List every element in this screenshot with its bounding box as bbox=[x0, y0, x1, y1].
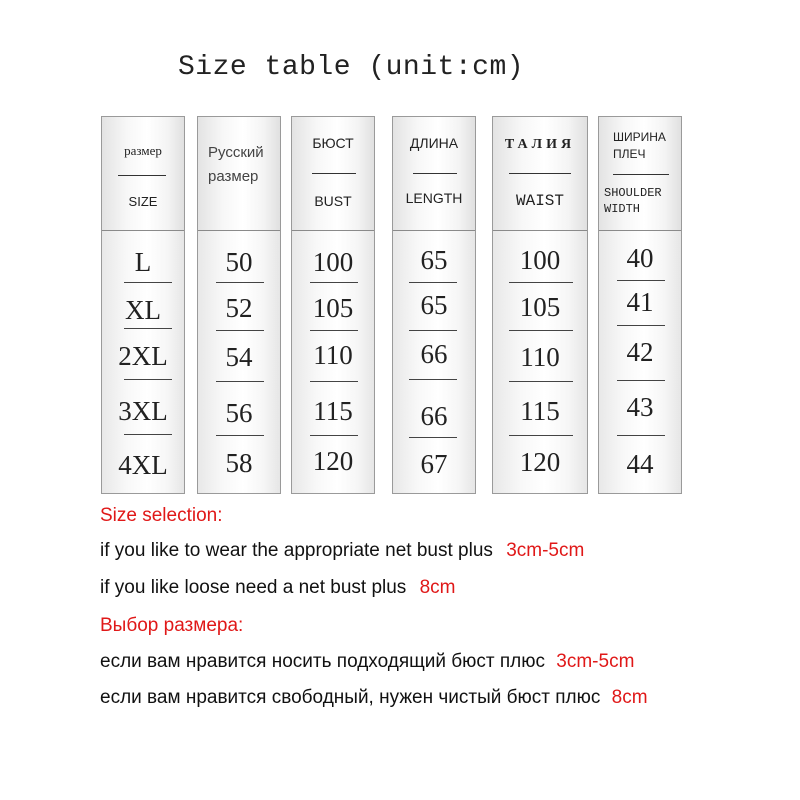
note-line bbox=[100, 577, 456, 599]
table-cell: 58 bbox=[225, 448, 253, 478]
table-cell: 120 bbox=[519, 447, 561, 477]
row-divider bbox=[409, 282, 457, 283]
row-divider bbox=[509, 330, 573, 331]
note-value: 3cm-5cm bbox=[556, 651, 635, 672]
header-ru: ТАЛИЯ bbox=[504, 137, 576, 152]
note-line bbox=[100, 687, 648, 709]
header-divider bbox=[312, 173, 356, 174]
row-divider bbox=[216, 282, 264, 283]
header-divider bbox=[118, 175, 166, 176]
header-en: BUST bbox=[314, 193, 352, 209]
row-divider bbox=[310, 435, 358, 436]
note-line bbox=[100, 651, 634, 673]
row-divider bbox=[509, 282, 573, 283]
table-cell: 3XL bbox=[118, 396, 168, 426]
table-cell: 100 bbox=[312, 247, 354, 277]
row-divider bbox=[617, 280, 665, 281]
column-header bbox=[599, 117, 681, 230]
row-divider bbox=[509, 435, 573, 436]
header-ru: Русский размер bbox=[208, 144, 264, 185]
table-cell: 115 bbox=[520, 396, 560, 426]
table-cell: 40 bbox=[626, 243, 654, 273]
header-ru: размер bbox=[124, 143, 162, 158]
table-cell: 105 bbox=[312, 293, 354, 323]
note-value: 3cm-5cm bbox=[506, 540, 585, 561]
column-size bbox=[101, 116, 185, 494]
row-divider bbox=[617, 435, 665, 436]
note-value: 8cm bbox=[419, 577, 456, 598]
size-selection-heading-ru: Выбор размера: bbox=[100, 615, 244, 636]
table-cell: 66 bbox=[420, 401, 448, 431]
column-russian-size bbox=[197, 116, 281, 494]
column-header bbox=[198, 117, 280, 230]
row-divider bbox=[409, 330, 457, 331]
column-values bbox=[599, 230, 681, 493]
row-divider bbox=[216, 381, 264, 382]
header-en: LENGTH bbox=[405, 190, 463, 206]
table-cell: 41 bbox=[626, 287, 654, 317]
header-en: WAIST bbox=[515, 192, 564, 210]
size-selection-heading: Size selection: bbox=[100, 505, 223, 526]
row-divider bbox=[310, 330, 358, 331]
header-divider bbox=[509, 173, 571, 174]
column-values bbox=[198, 230, 280, 493]
header-divider bbox=[613, 174, 669, 175]
column-header bbox=[292, 117, 374, 230]
table-cell: 50 bbox=[225, 247, 253, 277]
table-cell: 42 bbox=[626, 337, 654, 367]
table-cell: 43 bbox=[626, 392, 654, 422]
column-values bbox=[102, 230, 184, 493]
note-value: 8cm bbox=[611, 687, 648, 708]
table-cell: 66 bbox=[420, 339, 448, 369]
column-values bbox=[493, 230, 587, 493]
column-waist bbox=[492, 116, 588, 494]
note-text: if you like to wear the appropriate net bust plus bbox=[100, 540, 493, 561]
column-length bbox=[392, 116, 476, 494]
note-text: если вам нравится свободный, нужен чистый бюст плюс bbox=[100, 687, 601, 708]
row-divider bbox=[409, 437, 457, 438]
table-cell: 110 bbox=[520, 342, 560, 372]
row-divider bbox=[124, 328, 172, 329]
row-divider bbox=[310, 381, 358, 382]
row-divider bbox=[310, 282, 358, 283]
column-header bbox=[102, 117, 184, 230]
table-cell: 120 bbox=[312, 446, 354, 476]
header-ru: ДЛИНА bbox=[409, 135, 459, 151]
table-cell: 110 bbox=[313, 340, 353, 370]
note-line bbox=[100, 540, 584, 562]
table-cell: 105 bbox=[519, 292, 561, 322]
table-cell: XL bbox=[125, 295, 161, 325]
table-cell: 52 bbox=[225, 293, 253, 323]
table-cell: L bbox=[134, 247, 152, 277]
column-shoulder-width bbox=[598, 116, 682, 494]
row-divider bbox=[124, 434, 172, 435]
table-cell: 100 bbox=[519, 245, 561, 275]
row-divider bbox=[216, 330, 264, 331]
table-cell: 65 bbox=[420, 245, 448, 275]
table-cell: 4XL bbox=[118, 450, 168, 480]
table-cell: 2XL bbox=[118, 341, 168, 371]
header-en: SIZE bbox=[128, 194, 158, 209]
column-values bbox=[393, 230, 475, 493]
column-values bbox=[292, 230, 374, 493]
column-bust bbox=[291, 116, 375, 494]
row-divider bbox=[509, 381, 573, 382]
page-title: Size table (unit:cm) bbox=[178, 52, 525, 83]
note-text: если вам нравится носить подходящий бюст плюс bbox=[100, 651, 545, 672]
header-ru: БЮСТ bbox=[312, 135, 354, 151]
row-divider bbox=[409, 379, 457, 380]
row-divider bbox=[124, 379, 172, 380]
header-divider bbox=[413, 173, 457, 174]
column-header bbox=[493, 117, 587, 230]
row-divider bbox=[124, 282, 172, 283]
header-en: SHOULDER WIDTH bbox=[604, 186, 662, 217]
column-header bbox=[393, 117, 475, 230]
table-cell: 67 bbox=[420, 449, 448, 479]
row-divider bbox=[617, 325, 665, 326]
note-text: if you like loose need a net bust plus bbox=[100, 577, 407, 598]
table-cell: 56 bbox=[225, 398, 253, 428]
table-cell: 115 bbox=[313, 396, 353, 426]
row-divider bbox=[617, 380, 665, 381]
table-cell: 54 bbox=[225, 342, 253, 372]
table-cell: 44 bbox=[626, 449, 654, 479]
table-cell: 65 bbox=[420, 290, 448, 320]
row-divider bbox=[216, 435, 264, 436]
header-ru: ШИРИНА ПЛЕЧ bbox=[613, 130, 666, 162]
